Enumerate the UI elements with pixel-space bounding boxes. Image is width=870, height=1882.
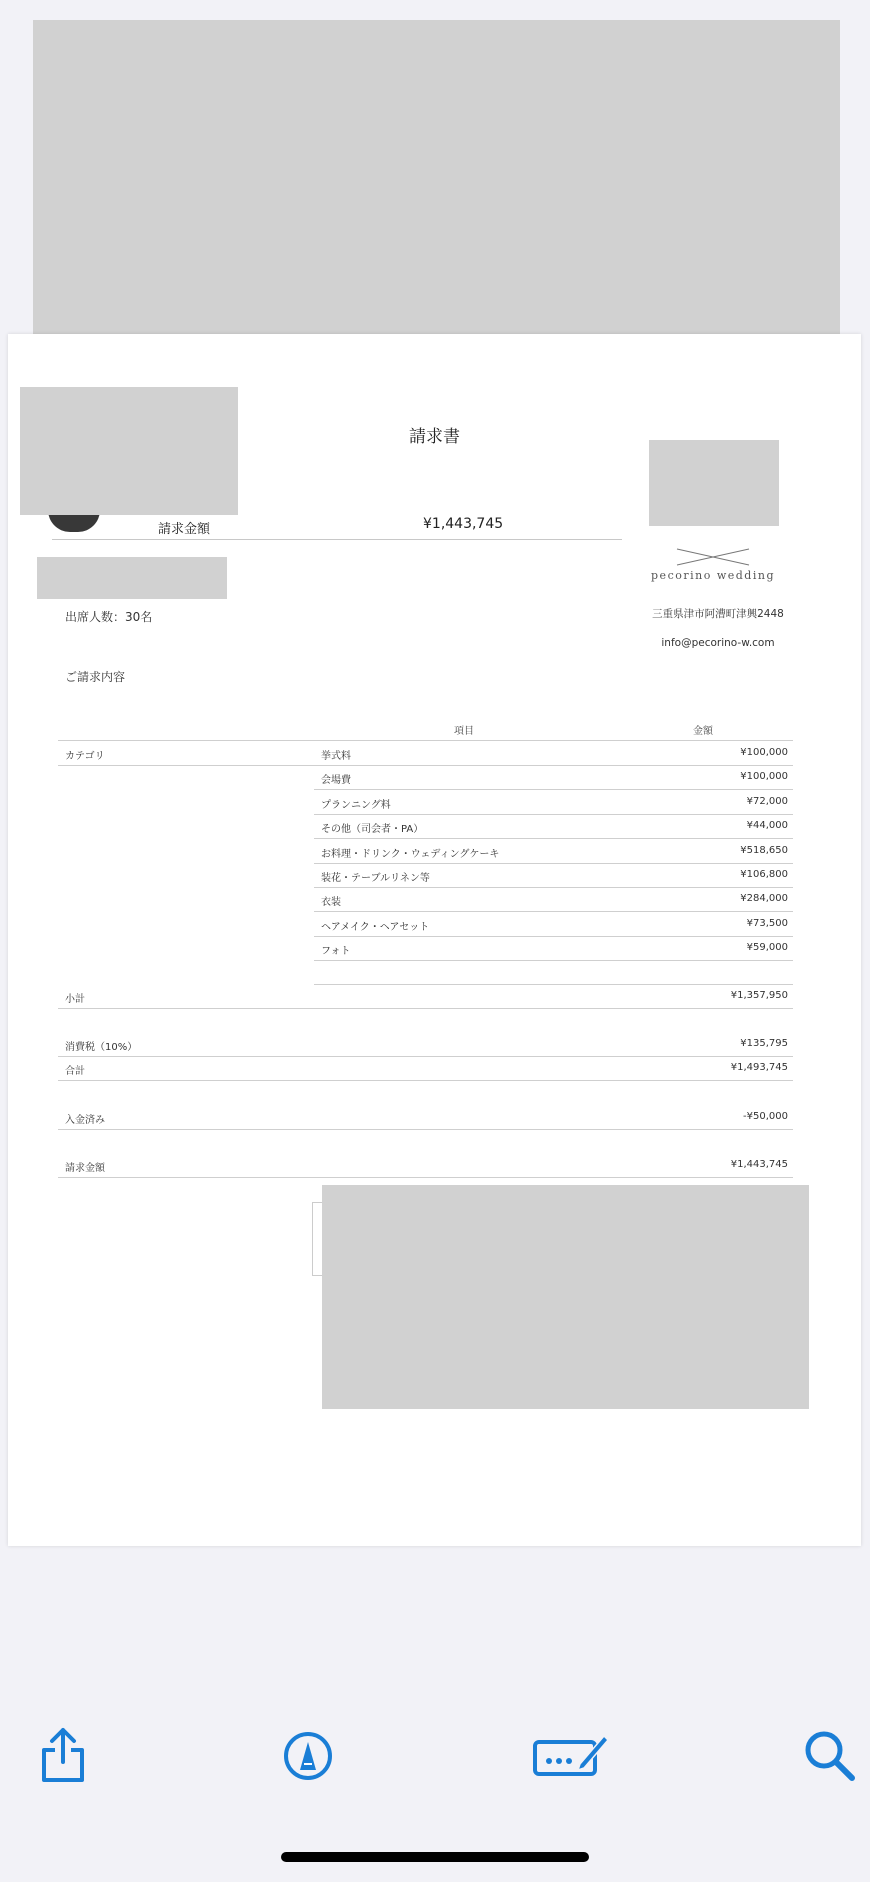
redacted-company-stamp	[649, 440, 779, 526]
table-row-item-amount: ¥72,000	[746, 795, 788, 807]
table-row-item-name: 装花・テーブルリネン等	[321, 873, 430, 884]
divider	[58, 1080, 793, 1081]
divider	[314, 863, 793, 864]
redacted-recipient-block	[20, 387, 238, 515]
divider	[314, 960, 793, 961]
total-amount: ¥1,493,745	[730, 1062, 788, 1073]
table-row-item-amount: ¥100,000	[740, 747, 788, 758]
category-label: カテゴリ	[65, 751, 105, 762]
divider	[314, 814, 793, 815]
table-row-item-name: 会場費	[321, 775, 351, 787]
share-icon[interactable]	[38, 1726, 88, 1784]
table-row-item-name: お料理・ドリンク・ウェディングケーキ	[321, 848, 500, 860]
divider	[314, 911, 793, 912]
divider	[58, 1008, 793, 1009]
table-row-item-name: 衣装	[321, 897, 341, 909]
table-row-item-name: プランニング料	[321, 799, 391, 811]
tax-amount: ¥135,795	[740, 1038, 788, 1049]
search-icon[interactable]	[802, 1728, 856, 1782]
paid-amount: -¥50,000	[743, 1111, 788, 1122]
company-email[interactable]: info@pecorino-w.com	[661, 637, 775, 649]
column-header-amount: 金額	[693, 726, 713, 737]
divider	[58, 765, 793, 766]
company-address: 三重県津市阿漕町津興2448	[652, 608, 784, 620]
table-row-item-amount: ¥44,000	[746, 820, 788, 832]
table-row-item-amount: ¥518,650	[740, 844, 788, 856]
table-row-item-amount: ¥73,500	[746, 917, 788, 929]
table-row-item-amount: ¥59,000	[746, 942, 788, 954]
table-row-item-amount: ¥284,000	[740, 893, 788, 905]
total-label: 合計	[65, 1066, 85, 1077]
home-indicator	[281, 1852, 589, 1862]
divider	[58, 1177, 793, 1178]
billing-amount-label: 請求金額	[158, 522, 211, 537]
divider	[314, 936, 793, 937]
column-header-item: 項目	[454, 726, 474, 737]
attendee-count: 出席人数：30名	[65, 610, 153, 624]
redacted-recipient-name	[37, 557, 227, 599]
invoice-page	[8, 334, 861, 1546]
paid-label: 入金済み	[65, 1115, 105, 1126]
redacted-header-image	[33, 20, 840, 347]
company-name: pecorino wedding	[651, 569, 775, 582]
subtotal-label: 小計	[65, 994, 85, 1005]
divider	[58, 1129, 793, 1130]
divider	[314, 789, 793, 790]
divider	[314, 838, 793, 839]
signature-icon[interactable]	[532, 1728, 610, 1780]
redacted-bank-info	[322, 1185, 809, 1409]
billing-label: 請求金額	[65, 1163, 105, 1174]
table-row-item-name: 挙式料	[321, 751, 351, 762]
page-title: 請求書	[409, 427, 460, 447]
divider	[314, 887, 793, 888]
billing-amount-value: ¥1,443,745	[423, 516, 504, 532]
tax-label: 消費税（10%）	[65, 1042, 138, 1053]
table-row-item-amount: ¥106,800	[740, 869, 788, 880]
table-row-item-name: フォト	[321, 946, 351, 958]
divider	[314, 984, 793, 985]
markup-icon[interactable]	[282, 1730, 334, 1782]
billing-amount: ¥1,443,745	[730, 1159, 788, 1170]
section-title: ご請求内容	[65, 670, 126, 684]
divider	[58, 740, 793, 741]
divider	[52, 539, 622, 540]
table-row-item-name: ヘアメイク・ヘアセット	[321, 921, 430, 933]
divider	[58, 1056, 793, 1057]
subtotal-amount: ¥1,357,950	[730, 990, 788, 1001]
company-logo-mark	[673, 547, 753, 567]
table-row-item-name: その他（司会者・PA）	[321, 824, 424, 836]
table-row-item-amount: ¥100,000	[740, 771, 788, 783]
